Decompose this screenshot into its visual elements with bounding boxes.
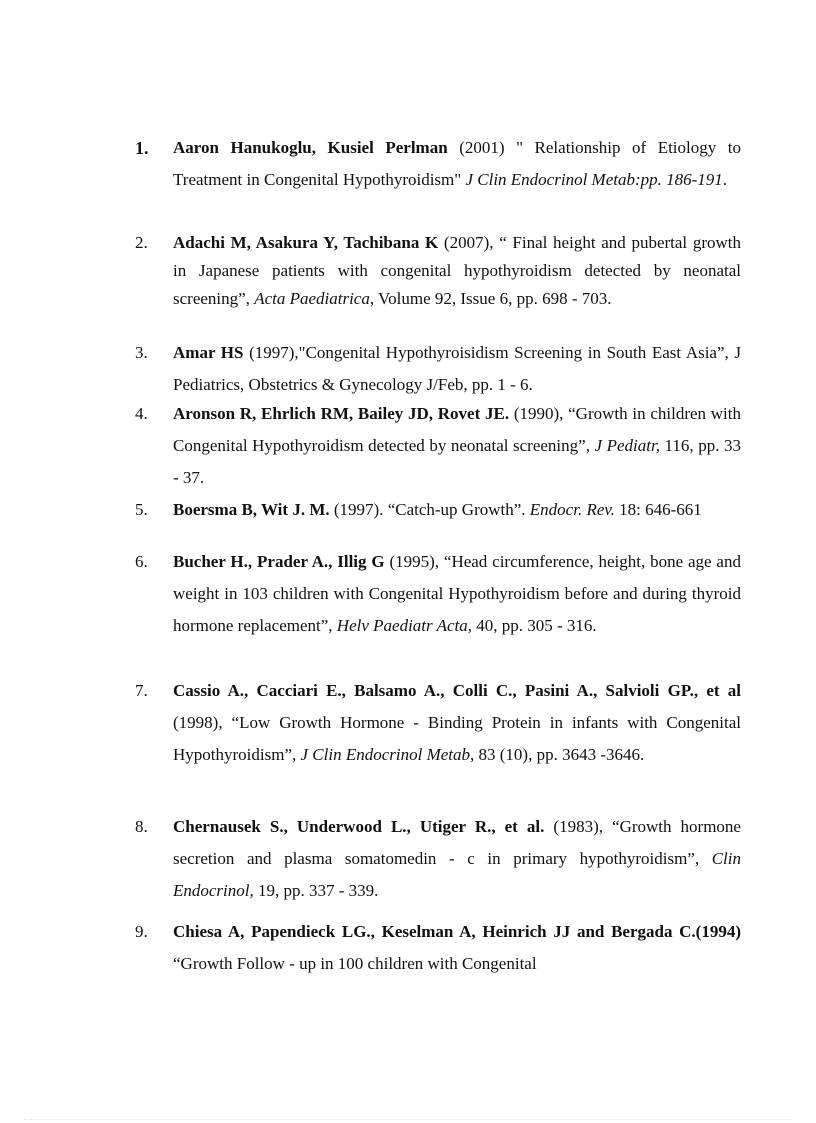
reference-item <box>135 229 741 313</box>
reference-text: (1983), “Growth hormone secretion and plasma somatomedin - c in primary hypothyroidism”, <box>173 817 741 868</box>
reference-authors: Adachi M, Asakura Y, Tachibana K <box>173 233 439 252</box>
reference-authors: Cassio A., Cacciari E., Balsamo A., Colli C., Pasini A., Salvioli GP., et al <box>173 681 741 700</box>
reference-item <box>135 811 741 907</box>
reference-tail: 83 (10), pp. 3643 -3646. <box>474 745 645 764</box>
reference-number: 3. <box>135 343 148 362</box>
reference-item <box>135 132 741 196</box>
reference-authors: Chernausek S., Underwood L., Utiger R., et al. <box>173 817 545 836</box>
reference-item <box>135 916 741 980</box>
reference-journal: Helv Paediatr Acta, <box>336 616 472 635</box>
reference-tail: 18: 646-661 <box>614 500 702 519</box>
reference-journal: Clin Endocrinol, <box>173 849 741 900</box>
reference-tail: 116, pp. 33 - 37. <box>173 436 742 487</box>
reference-number: 7. <box>135 681 148 700</box>
reference-journal: J Pediatr, <box>594 436 660 455</box>
reference-tail: 19, pp. 337 - 339. <box>253 881 379 900</box>
reference-text: (2007), “ Final height and pubertal growth in Japanese patients with congenital hypothyroidism detected by neonatal screening”, <box>173 233 741 308</box>
reference-number: 8. <box>135 817 148 836</box>
reference-item <box>135 337 741 401</box>
reference-authors: Aronson R, Ehrlich RM, Bailey JD, Rovet JE. <box>173 404 510 423</box>
reference-authors: Chiesa A, Papendieck LG., Keselman A, Heinrich JJ and Bergada C.(1994) <box>173 922 741 941</box>
reference-authors: Bucher H., Prader A., Illig G <box>173 552 385 571</box>
reference-item <box>135 496 741 523</box>
reference-number: 6. <box>135 552 148 571</box>
reference-item <box>135 675 741 771</box>
reference-text: (2001) " Relationship of Etiology to Treatment in Congenital Hypothyroidism" <box>173 138 742 189</box>
reference-number: 1. <box>135 138 149 158</box>
reference-journal: Acta Paediatrica <box>254 289 370 308</box>
reference-authors: Amar HS <box>173 343 244 362</box>
reference-tail: , Volume 92, Issue 6, pp. 698 - 703. <box>369 289 612 308</box>
reference-text: (1997). “Catch-up Growth”. <box>329 500 530 519</box>
page-bottom-divider <box>24 1119 792 1120</box>
reference-number: 9. <box>135 922 148 941</box>
reference-text: (1995), “Head circumference, height, bone age and weight in 103 children with Congenital Hypothyroidism before and during thyroid hormone replacement”, <box>173 552 741 635</box>
reference-text: (1998), “Low Growth Hormone - Binding Protein in infants with Congenital Hypothyroidism”, <box>173 713 741 764</box>
reference-tail: 40, pp. 305 - 316. <box>471 616 597 635</box>
reference-item <box>135 546 741 642</box>
reference-item <box>135 398 741 494</box>
reference-text: (1990), “Growth in children with Congenital Hypothyroidism detected by neonatal screening”, <box>173 404 742 455</box>
reference-number: 4. <box>135 404 148 423</box>
reference-tail: . <box>722 170 728 189</box>
reference-text: “Growth Follow - up in 100 children with Congenital <box>173 954 537 973</box>
reference-authors: Aaron Hanukoglu, Kusiel Perlman <box>173 138 448 157</box>
reference-journal: J Clin Endocrinol Metab:pp. 186-191 <box>465 170 723 189</box>
reference-number: 5. <box>135 500 148 519</box>
reference-authors: Boersma B, Wit J. M. <box>173 500 330 519</box>
reference-journal: Endocr. Rev. <box>529 500 615 519</box>
reference-number: 2. <box>135 233 148 252</box>
reference-journal: J Clin Endocrinol Metab, <box>300 745 475 764</box>
reference-text: (1997),"Congenital Hypothyroisidism Screening in South East Asia”, J Pediatrics, Obstetrics & Gynecology J/Feb, pp. 1 - 6. <box>173 343 741 394</box>
